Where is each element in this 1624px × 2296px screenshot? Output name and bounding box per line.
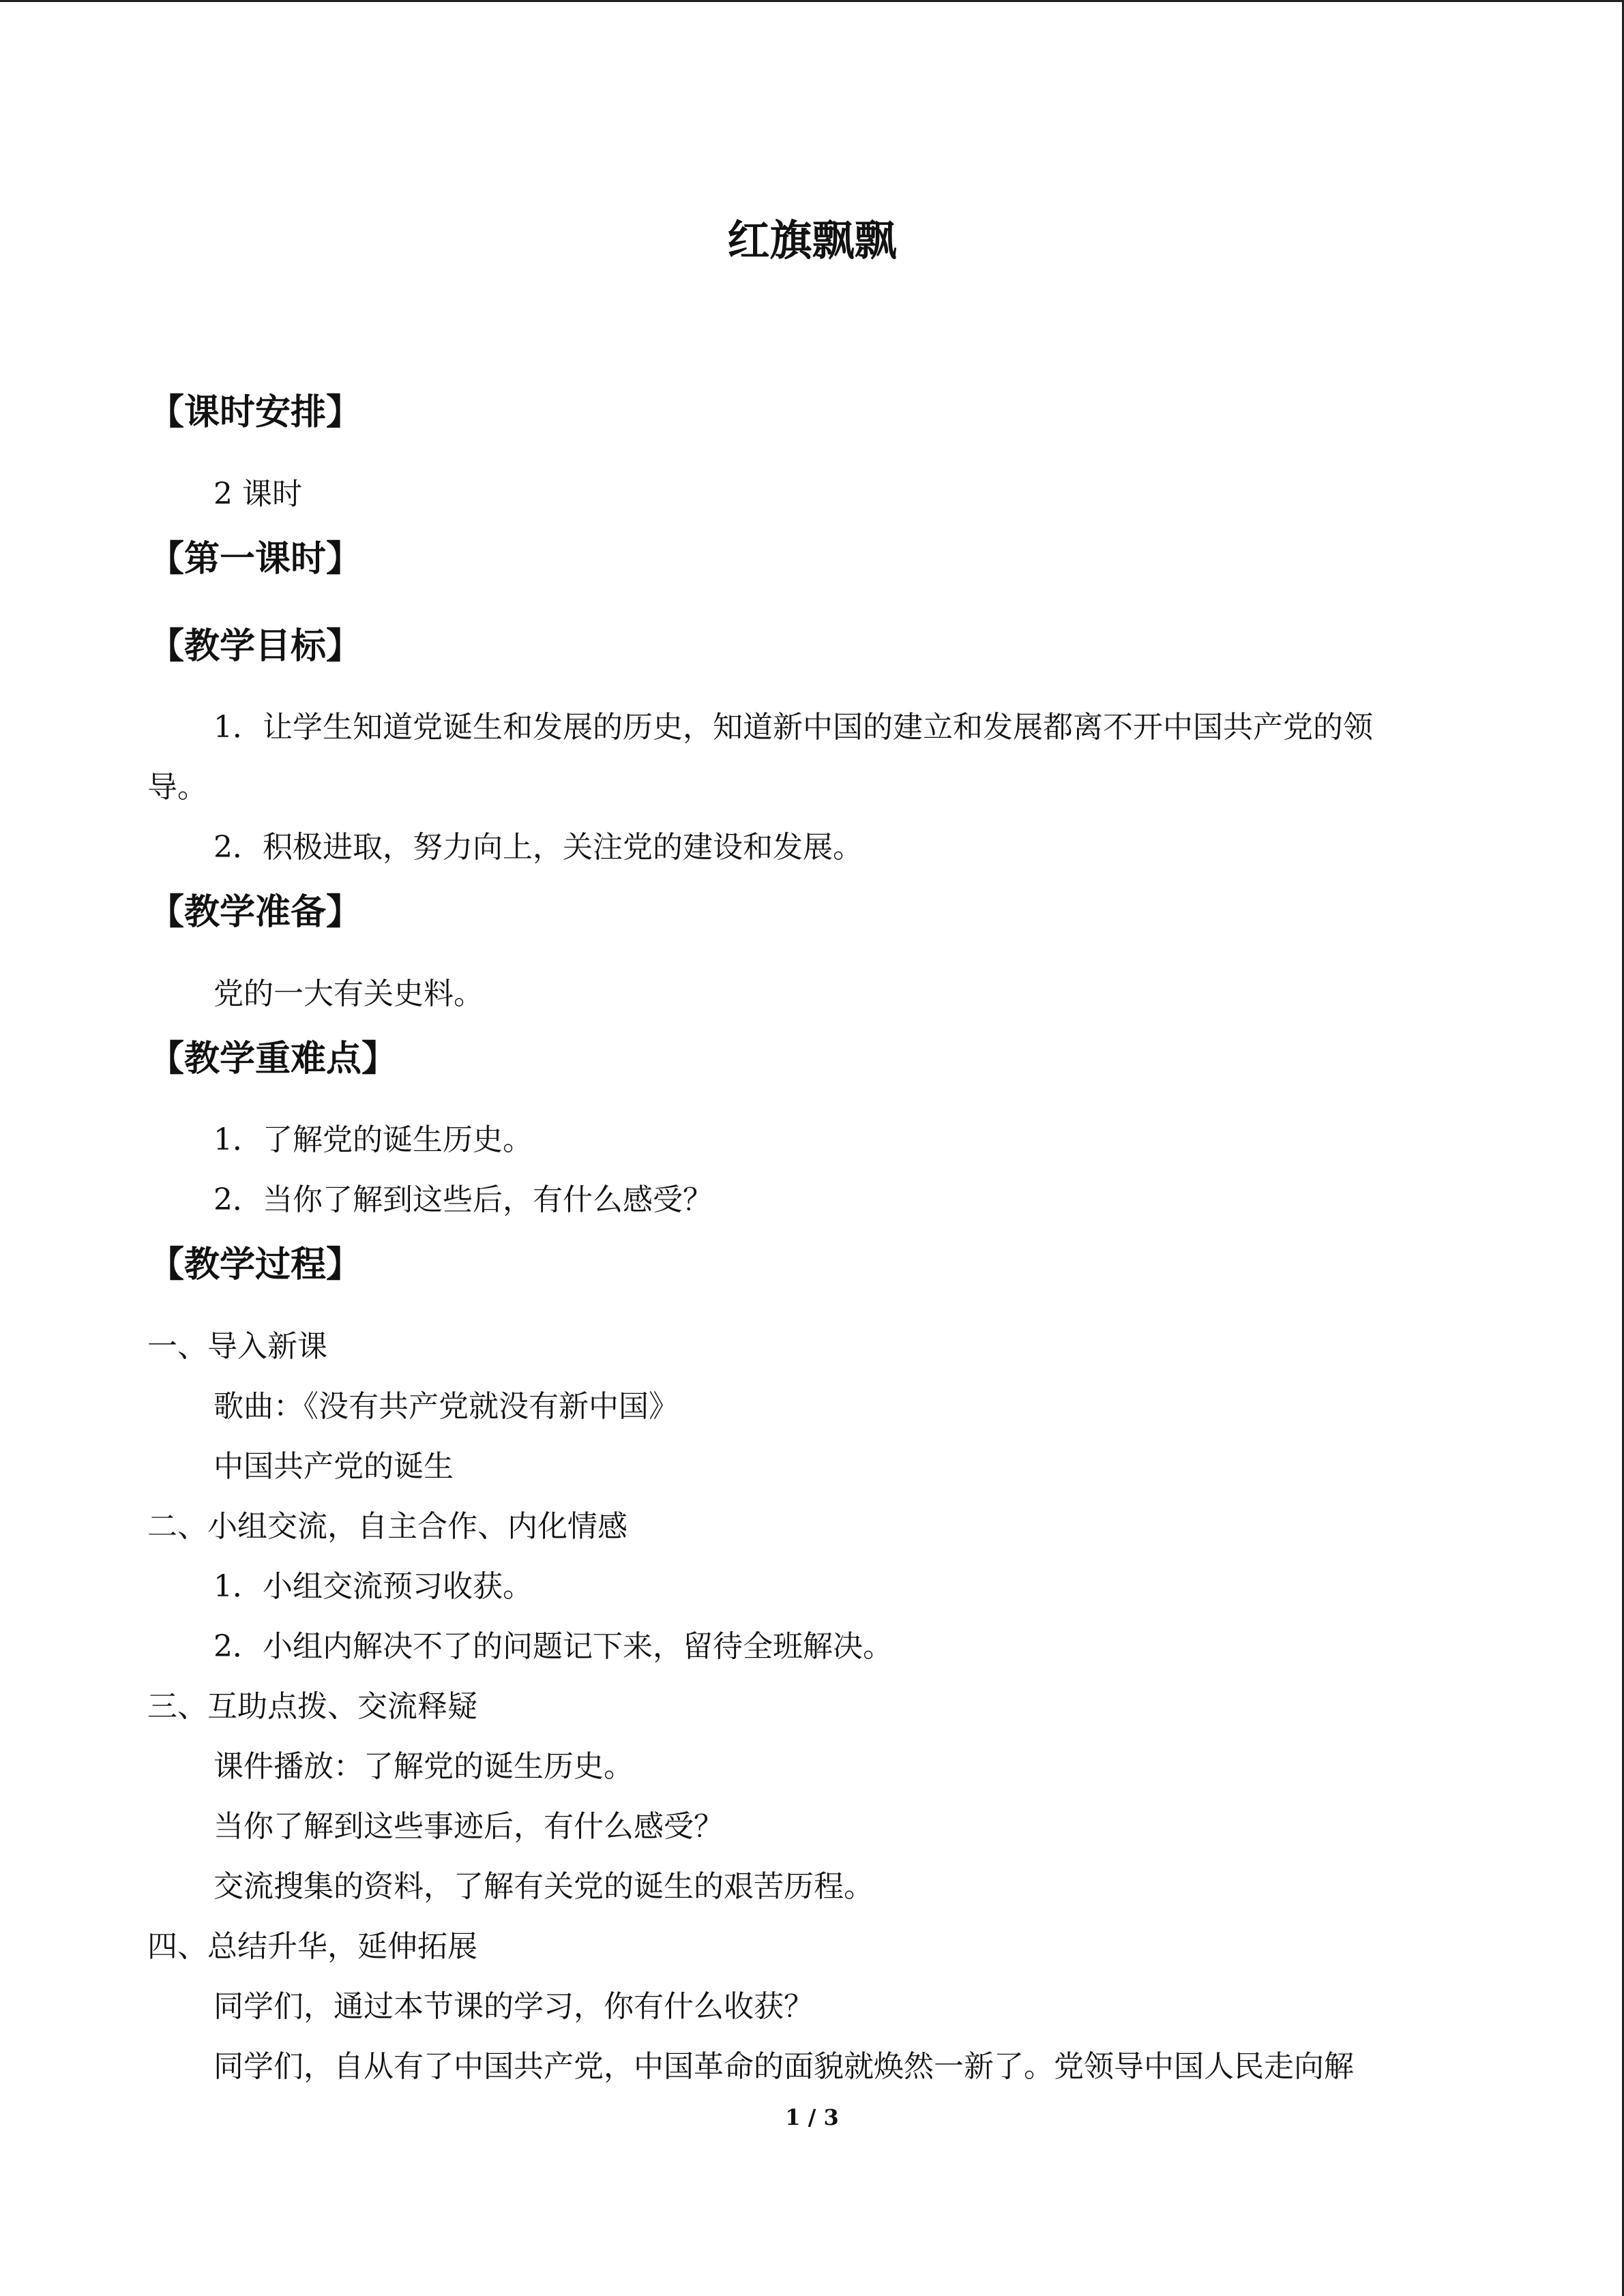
heading-preparation: 【教学准备】: [149, 892, 362, 933]
process-part-3-line-1: 课件播放：了解党的诞生历史。: [213, 1749, 634, 1784]
process-part-3-line-3: 交流搜集的资料，了解有关党的诞生的艰苦历程。: [213, 1869, 874, 1904]
schedule-text: 2 课时: [213, 477, 302, 511]
process-part-3-line-2: 当你了解到这些事迹后，有什么感受？: [213, 1809, 724, 1844]
process-part-1-title: 一、导入新课: [147, 1329, 327, 1364]
process-part-1-line-2: 中国共产党的诞生: [213, 1449, 454, 1484]
preparation-text: 党的一大有关史料。: [213, 976, 484, 1011]
heading-process: 【教学过程】: [149, 1244, 362, 1285]
process-part-2-title: 二、小组交流，自主合作、内化情感: [147, 1509, 628, 1544]
key-point-item-1: 1．了解党的诞生历史。: [213, 1122, 533, 1157]
process-part-4-line-1: 同学们，通过本节课的学习，你有什么收获？: [213, 1989, 814, 2024]
page-number: 1 / 3: [785, 2104, 839, 2130]
page-title: 红旗飘飘: [727, 215, 897, 265]
heading-goals: 【教学目标】: [149, 626, 362, 667]
heading-schedule: 【课时安排】: [149, 392, 362, 433]
process-part-1-line-1: 歌曲：《没有共产党就没有新中国》: [213, 1389, 679, 1424]
goal-item-1: 1．让学生知道党诞生和发展的历史，知道新中国的建立和发展都离不开中国共产党的领: [213, 710, 1373, 745]
process-part-2-line-1: 1．小组交流预习收获。: [213, 1569, 533, 1604]
key-point-item-2: 2．当你了解到这些后，有什么感受？: [213, 1182, 713, 1217]
goal-item-1-continued: 导。: [147, 770, 207, 805]
process-part-4-line-2: 同学们，自从有了中国共产党，中国革命的面貌就焕然一新了。党领导中国人民走向解: [213, 2049, 1354, 2084]
process-part-3-title: 三、互助点拨、交流释疑: [147, 1689, 477, 1724]
process-part-4-title: 四、总结升华，延伸拓展: [147, 1929, 477, 1964]
goal-item-2: 2．积极进取，努力向上，关注党的建设和发展。: [213, 830, 863, 865]
page-border-top: [0, 0, 1624, 2]
heading-first-lesson: 【第一课时】: [149, 539, 362, 580]
heading-key-points: 【教学重难点】: [149, 1039, 398, 1079]
process-part-2-line-2: 2．小组内解决不了的问题记下来，留待全班解决。: [213, 1629, 893, 1664]
